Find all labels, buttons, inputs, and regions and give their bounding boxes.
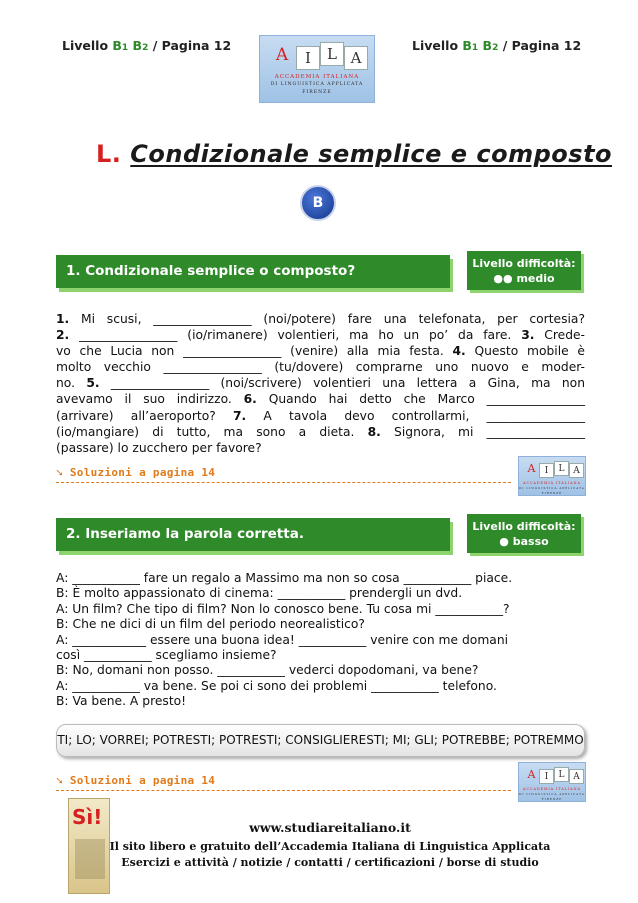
item-number: 6. [243,392,257,407]
exercise-text: (passare) lo zucchero per favore? [56,440,262,455]
word-bank: TI; LO; VORREI; POTRESTI; POTRESTI; CONSIGLIERESTI; MI; GLI; POTREBBE; POTREMMO [56,724,585,757]
dialogue-line: A: ___________ fare un regalo a Massimo ma non so cosa ___________ piace. [56,571,513,585]
dialogue-line: A: ____________ essere una buona idea! ___________ venire con me domani [56,632,509,647]
book-title: Sì! [72,805,103,829]
footer-line-1: Il sito libero e gratuito dell’Accademia Italiana di Linguistica Applicata [109,840,551,853]
item-number: 1. [56,312,70,326]
difficulty-label: Livello difficoltà: [472,520,576,533]
logo-letter-a2: A [344,46,368,70]
header-right: Livello B1 B2 / Pagina 12 [412,38,582,53]
aila-logo [259,35,375,103]
exercise-1-line [56,391,585,407]
exercise-text: ________________ (io/rimanere) volentieri, ma ho un po’ da fare. [69,328,522,343]
dialogue-line: B: È molto appassionato di cinema: ___________ prendergli un dvd. [56,586,463,601]
difficulty-value: ● basso [499,535,549,548]
header-left: Livello B1 B2 / Pagina 12 [62,38,232,53]
dialogue-line: A: Un film? Che tipo di film? Non lo conosco bene. Tu cosa mi ___________? [56,601,510,616]
dialogue-line: B: No, domani non posso. ___________ vederci dopodomani, va bene? [56,663,479,678]
exercise-2-dialogue [56,571,596,710]
exercise-text: avevamo il suo indirizzo. [56,392,244,407]
item-number: 5. [86,376,100,391]
dialogue-line: così ___________ scegliamo insieme? [56,648,277,663]
dialogue-line: A: ___________ va bene. Se poi ci sono dei problemi ___________ telefono. [56,678,497,693]
exercise-1-line [56,408,585,424]
exercise-1-line [56,343,585,359]
exercise-text: vo che Lucia non ________________ (venire) alla mia festa. [56,344,453,359]
exercise-text: molto vecchio ________________ (tu/dovere) comprarne uno nuovo e moder- [56,360,585,375]
logo-letter-l: L [320,42,344,66]
section-1-heading: 1. Condizionale semplice o composto? [56,255,450,288]
solutions-link-2[interactable]: ➘ Soluzioni a pagina 14 [56,774,216,787]
page-title: L. Condizionale semplice e composto [96,140,613,168]
exercise-1-line [56,440,585,456]
exercise-1-line [56,359,585,375]
exercise-text: (arrivare) all’aeroporto? [56,408,233,423]
section-2-heading: 2. Inseriamo la parola corretta. [56,518,450,551]
dialogue-line: B: Va bene. A presto! [56,694,187,709]
item-number: 3. [521,328,535,343]
logo-line-2: DI LINGUISTICA APPLICATA [270,82,364,87]
exercise-text: (io/mangiare) di tutto, ma sono a dieta. [56,424,368,439]
exercise-1-text [56,311,585,456]
logo-letter-i: I [296,46,320,70]
exercise-text: A tavola devo controllarmi, ________________ [246,408,585,423]
exercise-text: Mi scusi, ________________ (noi/potere) fare una telefonata, per cortesia? [69,312,585,326]
exercise-text: Crede- [534,328,585,343]
logo-line-3: FIRENZE [302,90,332,95]
difficulty-value: ●● medio [493,272,555,285]
item-number: 2. [56,328,70,343]
exercise-1-line [56,327,585,343]
section-2-difficulty [467,514,581,553]
exercise-text: ________________ (noi/scrivere) volentieri una lettera a Gina, ma non [99,376,585,391]
dashed-divider-1 [56,482,511,483]
exercise-text: Quando hai detto che Marco ________________ [256,392,585,407]
level-badge-icon: B [300,185,336,221]
item-number: 7. [232,408,247,423]
footer-url[interactable]: www.studiareitaliano.it [249,820,411,835]
difficulty-label: Livello difficoltà: [472,257,576,270]
exercise-1-line [56,424,585,440]
section-1-difficulty [467,251,581,290]
dashed-divider-2 [56,790,511,791]
dialogue-line: B: Che ne dici di un film del periodo neorealistico? [56,617,365,632]
exercise-text: Questo mobile è [465,344,585,359]
exercise-1-line [56,375,585,391]
exercise-text: Signora, mi ________________ [380,424,586,439]
aila-logo-small: A I L A ACCADEMIA ITALIANA DI LINGUISTICA APPLICATA FIRENZE [518,456,586,496]
exercise-text: no. [56,376,87,391]
solutions-link-1[interactable]: ➘ Soluzioni a pagina 14 [56,466,216,479]
exercise-1-line [56,311,585,327]
aila-logo-small: A I L A ACCADEMIA ITALIANA DI LINGUISTICA APPLICATA FIRENZE [518,762,586,802]
footer-line-2: Esercizi e attività / notizie / contatti / certificazioni / borse di studio [121,856,539,869]
logo-letter-a: A [275,45,289,65]
item-number: 4. [452,344,466,359]
logo-line-1: ACCADEMIA ITALIANA [274,74,360,80]
item-number: 8. [367,424,381,439]
